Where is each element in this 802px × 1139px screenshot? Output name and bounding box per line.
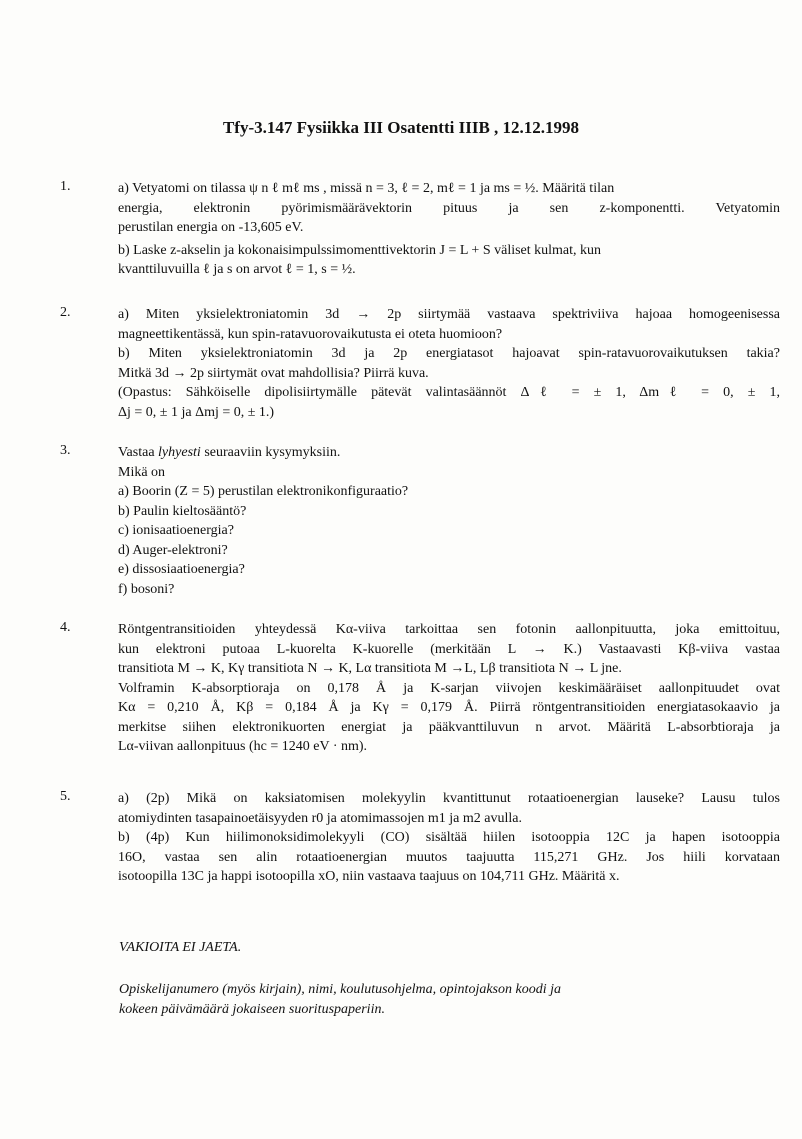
text-line: Mitkä 3d → 2p siirtymät ovat mahdollisia? Piirrä kuva. <box>118 365 429 381</box>
intro-text: Vastaa <box>118 445 159 460</box>
text-line: merkitse siihen elektronikuorten energiat ja pääkvanttiluvun n arvot. Määritä L-absorbtioraja ja <box>118 719 780 735</box>
question-number: 4. <box>60 620 71 635</box>
text-line: Δj = 0, ± 1 ja Δmj = 0, ± 1.) <box>118 404 275 420</box>
text-line: 16O, vastaa sen alin rotaatioenergian muutos taajuutta 115,271 GHz. Jos hiili korvataan <box>118 849 780 865</box>
text-line: e) dissosiaatioenergia? <box>118 562 245 577</box>
text-line: transitiota M → K, Kγ transitiota N → K, Lα transitiota M →L, Lβ transitiota N → L jne. <box>118 661 622 676</box>
note-constants: VAKIOITA EI JAETA. <box>119 940 242 955</box>
text-line: a) Vetyatomi on tilassa ψ n ℓ mℓ ms , missä n = 3, ℓ = 2, mℓ = 1 ja ms = ½. Määritä tilan <box>118 181 615 196</box>
question-text <box>118 620 780 757</box>
text-line: Volframin K-absorptioraja on 0,178 Å ja K-sarjan viivojen keskimääräiset aallonpituudet ovat <box>118 680 780 696</box>
text-line: Röntgentransitioiden yhteydessä Kα-viiva tarkoittaa sen fotonin aallonpituutta, joka emittoituu, <box>118 622 780 637</box>
intro-emphasis: lyhyesti <box>158 445 201 460</box>
text-line: Mikä on <box>118 464 166 480</box>
question-number: 3. <box>60 443 71 458</box>
page-title: Tfy-3.147 Fysiikka III Osatentti IIIB , 12.12.1998 <box>222 118 580 137</box>
text-line: Lα-viivan aallonpituus (hc = 1240 eV · nm). <box>118 739 368 754</box>
question-text <box>118 305 780 422</box>
question-number: 2. <box>60 305 71 320</box>
text-line: b) Miten yksielektroniatomin 3d ja 2p energiatasot hajoavat spin-ratavuorovaikutuksen takia? <box>118 346 780 361</box>
text-line: d) Auger-elektroni? <box>118 542 228 558</box>
text-line: kun elektroni putoaa L-kuorelta K-kuorelle (merkitään L → K.) Vastaavasti Kβ-viiva vastaa <box>118 641 780 657</box>
text-line: b) Laske z-akselin ja kokonaisimpulssimomenttivektorin J = L + S väliset kulmat, kun <box>118 242 602 258</box>
text-line: (Opastus: Sähköiselle dipolisiirtymälle pätevät valintasäännöt Δℓ = ± 1, Δmℓ = 0, ± 1, <box>118 385 780 400</box>
text-line: c) ionisaatioenergia? <box>118 523 234 538</box>
text-line: b) Paulin kieltosääntö? <box>118 503 247 519</box>
text-line: f) bosoni? <box>118 581 175 597</box>
question-text <box>118 789 780 887</box>
text-line: isotoopilla 13C ja happi isotoopilla xO, niin vastaava taajuus on 104,711 GHz. Määritä x. <box>118 869 620 884</box>
note-line: kokeen päivämäärä jokaiseen suorituspaperiin. <box>119 1002 385 1017</box>
text-line: a) (2p) Mikä on kaksiatomisen molekyylin kvantittunut rotaatioenergian lauseke? Lausu tulos <box>118 791 780 806</box>
question-number: 5. <box>60 789 71 804</box>
text-line: a) Miten yksielektroniatomin 3d → 2p siirtymää vastaava spektriviiva hajoaa homogeenisessa <box>118 307 780 322</box>
text-line: b) (4p) Kun hiilimonoksidimolekyyli (CO) sisältää hiilen isotooppia 12C ja hapen isotooppia <box>118 830 780 845</box>
text-line: Kα = 0,210 Å, Kβ = 0,184 Å ja Kγ = 0,179 Å. Piirrä röntgentransitioiden energiatasokaavio ja <box>118 700 780 715</box>
text-line: kvanttiluvuilla ℓ ja s on arvot ℓ = 1, s = ½. <box>118 262 356 277</box>
text-line: atomiydinten tasapainoetäisyyden r0 ja atomimassojen m1 ja m2 avulla. <box>118 810 522 826</box>
note-line: Opiskelijanumero (myös kirjain), nimi, koulutusohjelma, opintojakson koodi ja <box>119 982 561 997</box>
question-number: 1. <box>60 179 71 194</box>
question-text <box>118 443 780 599</box>
text-line: energia, elektronin pyörimismäärävektorin pituus ja sen z-komponentti. Vetyatomin <box>118 200 780 216</box>
question-text <box>118 179 780 280</box>
note-instructions <box>119 980 719 1020</box>
text-line <box>118 443 780 463</box>
text-line: perustilan energia on -13,605 eV. <box>118 220 304 235</box>
intro-text: seuraaviin kysymyksiin. <box>200 445 341 460</box>
text-line: a) Boorin (Z = 5) perustilan elektronikonfiguraatio? <box>118 484 409 499</box>
text-line: magneettikentässä, kun spin-ratavuorovaikutusta ei oteta huomioon? <box>118 326 503 342</box>
